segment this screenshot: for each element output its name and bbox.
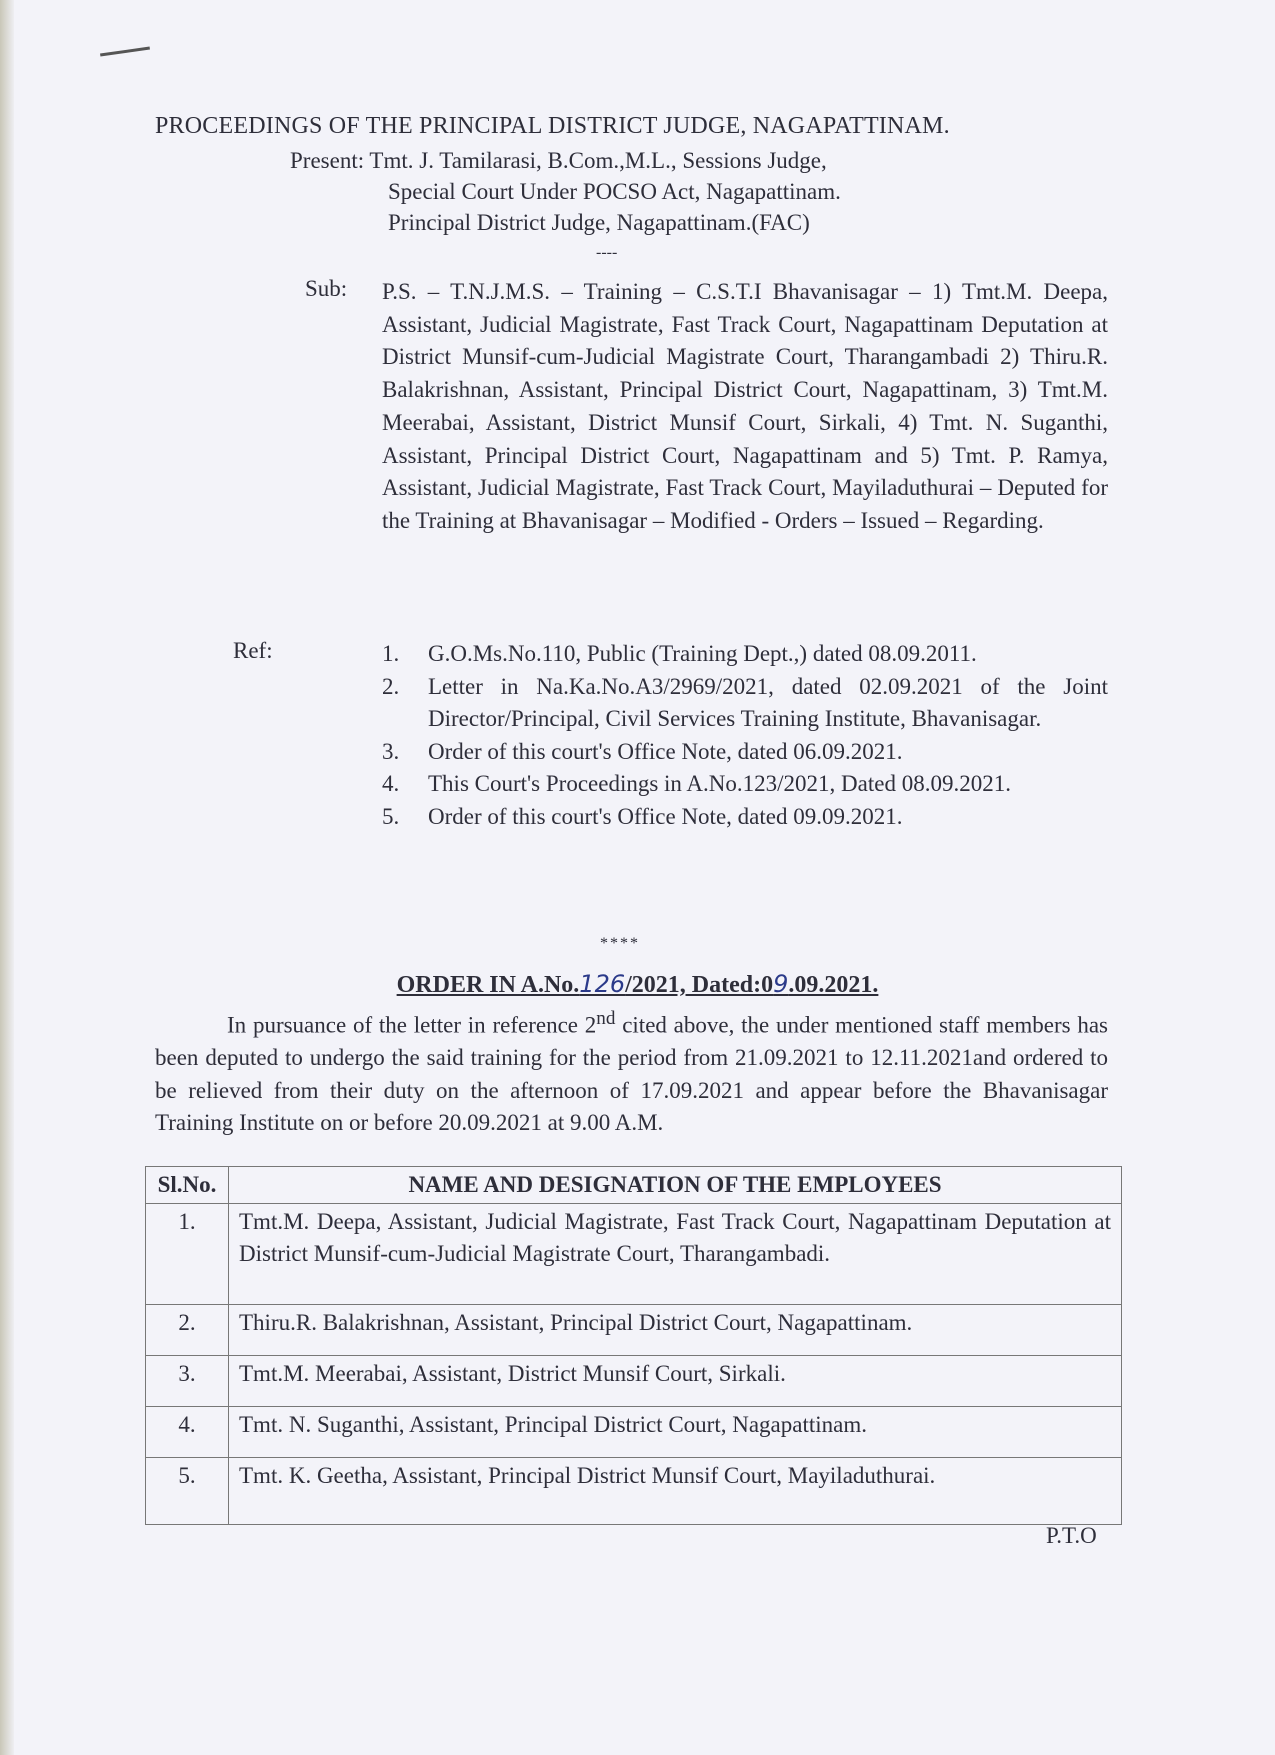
reference-number: 3. <box>382 738 400 764</box>
reference-list <box>382 638 1108 833</box>
order-prefix: ORDER IN A.No. <box>396 972 580 998</box>
paragraph-text: In pursuance of the letter in reference 2 <box>227 1012 597 1038</box>
order-paragraph <box>155 1003 1108 1140</box>
document-title: PROCEEDINGS OF THE PRINCIPAL DISTRICT JUDGE, NAGAPATTINAM. <box>155 113 950 139</box>
paragraph-text: cited above, the under mentioned staff members has been deputed to undergo the said training for the period from 21.09.2021 to 12.11.2021and ordered to be relieved from their duty on the afternoon of 17.09.2021 and appear before the Bhavanisagar Training Institute on or before 20.09.2021 at 9.00 A.M. <box>155 1012 1108 1136</box>
handwritten-order-number: 126 <box>579 970 626 998</box>
cell-sl: 4. <box>146 1407 229 1458</box>
reference-item <box>382 736 1108 769</box>
reference-text: Order of this court's Office Note, dated 06.09.2021. <box>428 738 903 764</box>
present-line: Special Court Under POCSO Act, Nagapattinam. <box>388 179 841 204</box>
handwritten-day: 9 <box>773 970 789 998</box>
pen-mark <box>100 47 150 57</box>
reference-text: G.O.Ms.No.110, Public (Training Dept.,) dated 08.09.2011. <box>428 641 977 666</box>
reference-item <box>382 671 1108 736</box>
reference-number: 5. <box>382 803 400 829</box>
superscript: nd <box>596 1008 616 1029</box>
reference-item <box>382 768 1108 801</box>
subject-text: P.S. – T.N.J.M.S. – Training – C.S.T.I Bhavanisagar – 1) Tmt.M. Deepa, Assistant, Judicial Magistrate, Fast Track Court, Nagapattinam Deputation at District Munsif-cum-Judicial Magistrate Court, Tharangambadi 2) Thiru.R. Balakrishnan, Assistant, Principal District Court, Nagapattinam, 3) Tmt.M. Meerabai, Assistant, District Munsif Court, Sirkali, 4) Tmt. N. Suganthi, Assistant, Principal District Court, Nagapattinam and 5) Tmt. P. Ramya, Assistant, Judicial Magistrate, Fast Track Court, Mayiladuthurai – Deputed for the Training at Bhavanisagar – Modified - Orders – Issued – Regarding. <box>382 279 1108 533</box>
table-header-row <box>146 1167 1122 1204</box>
reference-label: Ref: <box>233 638 273 663</box>
subject-label: Sub: <box>305 276 348 301</box>
reference-number: 2. <box>382 673 400 699</box>
pto-label: P.T.O <box>1046 1523 1097 1548</box>
cell-name: Tmt.M. Meerabai, Assistant, District Munsif Court, Sirkali. <box>229 1356 1122 1407</box>
separator: ---- <box>596 244 618 261</box>
cell-name: Tmt. K. Geetha, Assistant, Principal District Munsif Court, Mayiladuthurai. <box>229 1458 1122 1525</box>
header-name: NAME AND DESIGNATION OF THE EMPLOYEES <box>229 1167 1122 1204</box>
cell-sl: 1. <box>146 1204 229 1305</box>
header-sl-no: Sl.No. <box>146 1167 229 1204</box>
cell-sl: 3. <box>146 1356 229 1407</box>
reference-text: Order of this court's Office Note, dated 09.09.2021. <box>428 803 903 829</box>
reference-number: 1. <box>382 641 400 666</box>
reference-item <box>382 638 1108 671</box>
present-line: Present: Tmt. J. Tamilarasi, B.Com.,M.L., Sessions Judge, <box>290 148 827 173</box>
reference-number: 4. <box>382 771 400 796</box>
order-heading <box>0 970 1275 999</box>
reference-text: Letter in Na.Ka.No.A3/2969/2021, dated 02.09.2021 of the Joint Director/Principal, Civil Services Training Institute, Bhavanisagar. <box>428 673 1108 731</box>
cell-sl: 2. <box>146 1305 229 1356</box>
present-block <box>290 145 841 238</box>
order-suffix: .09.2021. <box>788 972 879 998</box>
table-row <box>146 1458 1122 1525</box>
cell-name: Thiru.R. Balakrishnan, Assistant, Principal District Court, Nagapattinam. <box>229 1305 1122 1356</box>
employees-table <box>145 1166 1122 1525</box>
cell-name: Tmt. N. Suganthi, Assistant, Principal District Court, Nagapattinam. <box>229 1407 1122 1458</box>
table-row <box>146 1407 1122 1458</box>
table-row <box>146 1356 1122 1407</box>
order-middle: /2021, Dated:0 <box>625 972 774 998</box>
scan-edge <box>0 0 14 1755</box>
reference-item <box>382 801 1108 834</box>
present-line: Principal District Judge, Nagapattinam.(FAC) <box>388 210 810 235</box>
reference-text: This Court's Proceedings in A.No.123/2021, Dated 08.09.2021. <box>428 771 1011 796</box>
stars-separator: **** <box>600 935 640 952</box>
cell-name: Tmt.M. Deepa, Assistant, Judicial Magistrate, Fast Track Court, Nagapattinam Deputation at District Munsif-cum-Judicial Magistrate Court, Tharangambadi. <box>229 1204 1122 1305</box>
table-row <box>146 1204 1122 1305</box>
cell-sl: 5. <box>146 1458 229 1525</box>
table-row <box>146 1305 1122 1356</box>
